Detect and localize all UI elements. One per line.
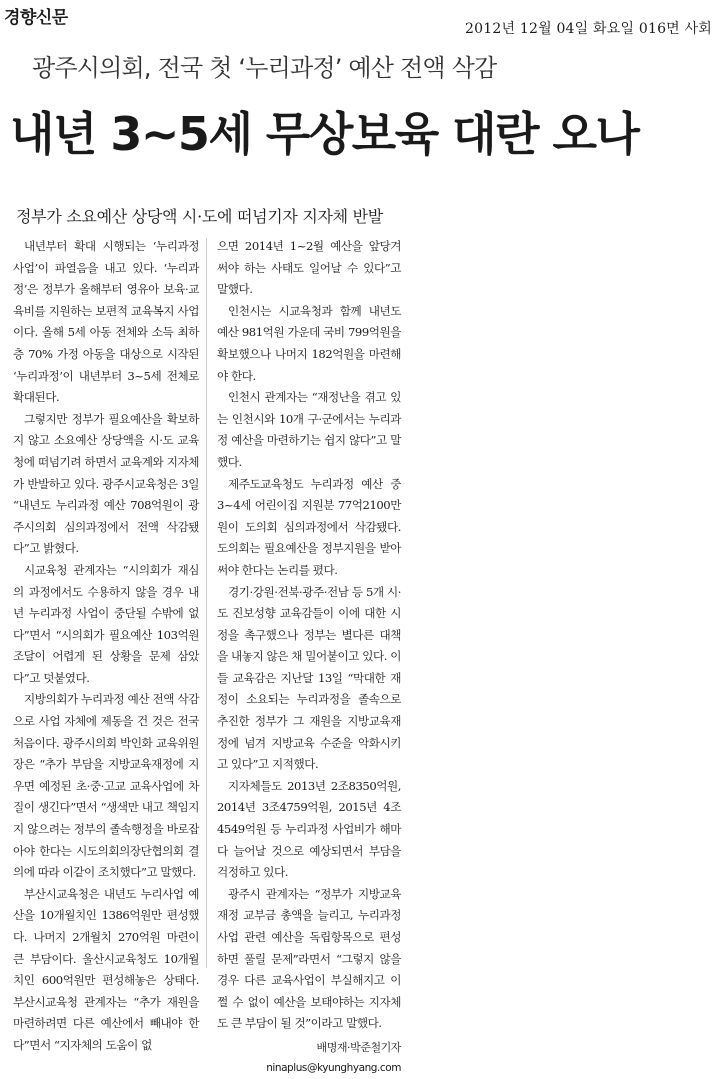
column-divider <box>206 238 207 968</box>
paragraph: 내년부터 확대 시행되는 ‘누리과정 사업’이 파열음을 내고 있다. ‘누리과정’은 정부가 올해부터 영유아 보육·교육비를 지원하는 보편적 교육복지 사업이다. 올해 5세 아동 전체와 소득 최하층 70% 가정 아동을 대상으로 시작된 ‘누리과정’이 내년부터 3~5세 전체로 확대된다. <box>13 239 199 405</box>
paragraph: 인천시는 시교육청과 함께 내년도 예산 981억원 가운데 국비 799억원을 확보했으나 나머지 182억원을 마련해야 한다. <box>217 303 401 383</box>
paragraph: 제주도교육청도 누리과정 예산 중 3~4세 어린이집 지원분 77억2100만원이 도의회 심의과정에서 삭감됐다. 도의회는 필요예산을 정부지원을 받아 써야 한다는 논리를 폈다. <box>217 476 401 577</box>
paragraph: 그렇지만 정부가 필요예산을 확보하지 않고 소요예산 상당액을 시·도 교육청에 떠넘기려 하면서 교육계와 지자체가 반발하고 있다. 광주시교육청은 3일 “내년도 누리과정 예산 708억원이 광주시의회 심의과정에서 전액 삭감됐다”고 밝혔다. <box>13 411 199 556</box>
paragraph: 부산시교육청은 내년도 누리사업 예산을 10개월치인 1386억원만 편성했다. 나머지 2개월치 270억원 마련이 큰 부담이다. 울산시교육청도 10개월치인 600억원만 편성해놓은 상태다. 부산시교육청 관계자는 “추가 재원을 마련하려면 다른 예산에서 빼내야 한다”면서 “지자체의 도움이 없 <box>13 886 199 1052</box>
paragraph: 으면 2014년 1~2월 예산을 앞당겨 써야 하는 사태도 일어날 수 있다”고 말했다. <box>217 239 401 297</box>
paragraph: 광주시 관계자는 “정부가 지방교육재정 교부금 총액을 늘리고, 누리과정 사업 관련 예산을 독립항목으로 편성하면 풀릴 문제”라면서 “그렇지 않을 경우 다른 교육사업이 부실해지고 이쩔 수 없이 예산을 보태야하는 지자체도 큰 부담이 될 것”이라고 말했다. <box>217 886 401 1031</box>
paragraph: 지방의회가 누리과정 예산 전액 삭감으로 사업 자체에 제동을 건 것은 전국 처음이다. 광주시의회 박인화 교육위원장은 “추가 부담을 지방교육재정에 지우면 예정된 초·중·고교 교육사업에 차질이 생긴다”면서 “생색만 내고 책임지지 않으려는 정부의 졸속행정을 바로잡아야 한다는 시도의회의장단협의회 결의에 따라 이같이 조치했다”고 말했다. <box>13 692 199 880</box>
masthead-logo: 경향신문 <box>4 8 68 28</box>
paragraph: 경기·강원·전북·광주·전남 등 5개 시·도 진보성향 교육감들이 이에 대한 시정을 촉구했으나 정부는 별다른 대책을 내놓지 않은 채 밀어붙이고 있다. 이들 교육감은 지난달 13일 “막대한 재정이 소요되는 누리과정을 졸속으로 추진한 정부가 그 재원을 지방교육재정에 넘겨 지방교육 수준을 악화시키고 있다”고 지적했다. <box>217 584 401 772</box>
paragraph: 시교육청 관계자는 “시의회가 재심의 과정에서도 수용하지 않을 경우 내년 누리과정 사업이 중단될 수밖에 없다”면서 “시의회가 필요예산 103억원 조달이 어렵게 된 상황을 문제 삼았다”고 덧붙였다. <box>13 562 199 685</box>
article-column-1 <box>13 236 199 1057</box>
paragraph: 인천시 관계자는 “재정난을 겪고 있는 인천시와 10개 구·군에서는 누리과정 예산을 마련하기는 쉽지 않다”고 말했다. <box>217 390 401 469</box>
dateline: 2012년 12월 04일 화요일 016면 사회 <box>465 21 712 37</box>
subheadline: 광주시의회, 전국 첫 ‘누리과정’ 예산 전액 삭감 <box>32 54 497 82</box>
deck: 정부가 소요예산 상당액 시·도에 떠넘기자 지자체 반발 <box>16 207 383 226</box>
paragraph: 지자체들도 2013년 2조8350억원, 2014년 3조4759억원, 2015년 4조4549억원 등 누리과정 사업비가 해마다 늘어날 것으로 예상되면서 부담을 걱정하고 있다. <box>217 778 401 880</box>
reporter-email[interactable]: ninaplus@kyunghyang.com <box>266 1061 401 1074</box>
byline: 배명재·박준철기자 <box>316 1040 401 1054</box>
headline: 내년 3~5세 무상보육 대란 오나 <box>10 107 639 161</box>
article-column-2 <box>217 236 401 1079</box>
